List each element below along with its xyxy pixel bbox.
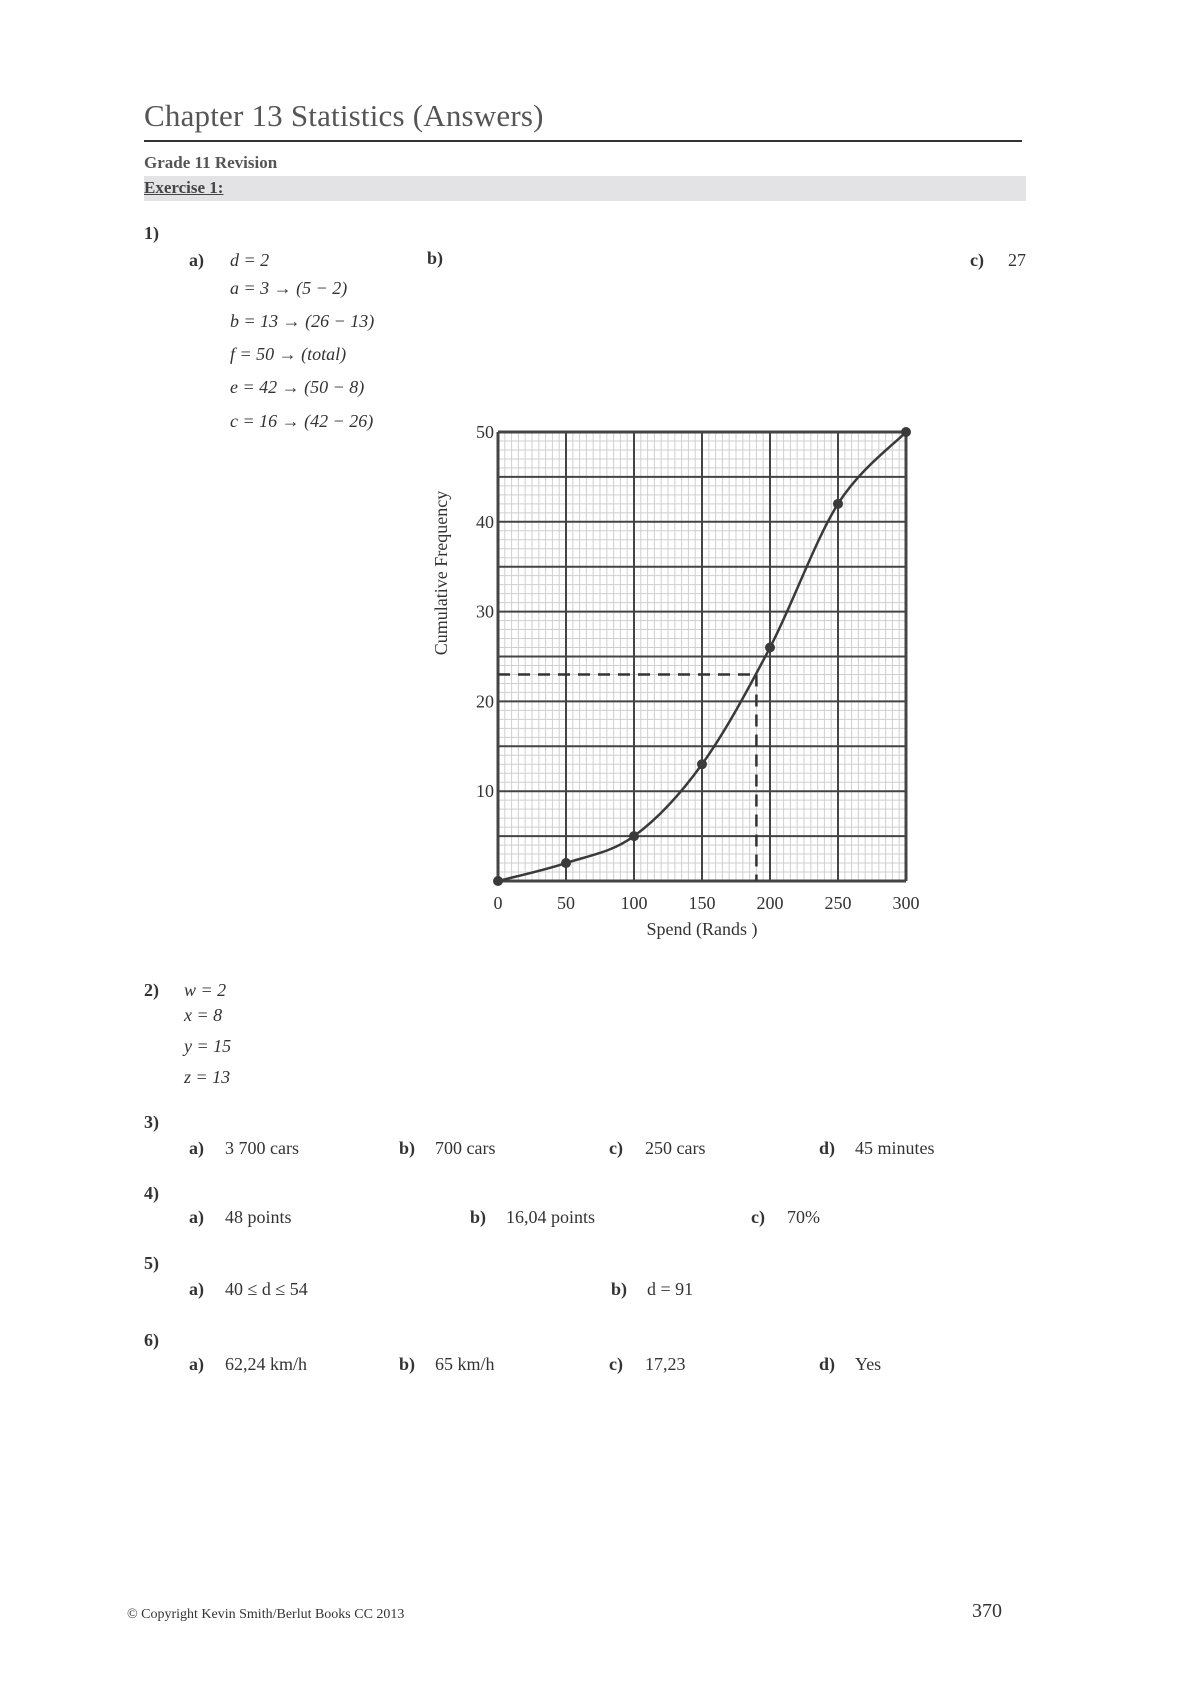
x-tick-label: 250 (824, 893, 852, 913)
page-number: 370 (972, 1600, 1002, 1622)
answer-line: y = 15 (184, 1036, 232, 1056)
answer-value: 48 points (225, 1207, 292, 1227)
answer-value: 27 (1008, 250, 1026, 270)
x-tick-label: 50 (557, 893, 575, 913)
data-point (493, 876, 503, 886)
answer-line: a = 3 → (5 − 2) (230, 278, 348, 298)
section-heading: Grade 11 Revision (144, 153, 278, 172)
answer-value: 40 ≤ d ≤ 54 (225, 1279, 308, 1299)
answer-line: b = 13 → (26 − 13) (230, 311, 375, 331)
part-label: a) (189, 250, 204, 270)
question-number: 5) (144, 1253, 159, 1273)
answer-value: 17,23 (645, 1354, 686, 1374)
x-tick-label: 150 (688, 893, 716, 913)
answer-value: 3 700 cars (225, 1138, 299, 1158)
question-number: 4) (144, 1183, 159, 1203)
question-number: 3) (144, 1112, 159, 1132)
part-label: d) (819, 1354, 836, 1374)
y-tick-label: 40 (476, 511, 494, 532)
data-point (765, 643, 775, 653)
part-label: a) (189, 1354, 204, 1374)
answer-line: f = 50 → (total) (230, 344, 347, 364)
data-point (833, 499, 843, 509)
answer-value: 16,04 points (506, 1207, 596, 1227)
answer-value: d = 91 (647, 1279, 694, 1299)
exercise-heading: Exercise 1: (144, 178, 224, 197)
x-tick-label: 100 (620, 893, 648, 913)
part-label: b) (427, 248, 444, 268)
part-label: b) (399, 1354, 416, 1374)
answer-value: 65 km/h (435, 1354, 495, 1374)
y-axis-label: Cumulative Frequency (431, 490, 451, 656)
copyright: © Copyright Kevin Smith/Berlut Books CC 2013 (127, 1607, 405, 1622)
answer-line: c = 16 → (42 − 26) (230, 411, 374, 431)
question-number: 1) (144, 223, 159, 243)
y-tick-label: 10 (476, 781, 494, 802)
data-point (901, 427, 911, 437)
answer-value: 250 cars (645, 1138, 706, 1158)
part-label: b) (470, 1207, 487, 1227)
x-axis-label: Spend (Rands ) (646, 919, 758, 939)
y-tick-label: 20 (476, 691, 494, 712)
answer-line: w = 2 (184, 980, 227, 1000)
part-label: a) (189, 1279, 204, 1299)
answer-value: 700 cars (435, 1138, 496, 1158)
y-tick-label: 30 (476, 601, 494, 622)
part-label: b) (399, 1138, 416, 1158)
answer-value: 62,24 km/h (225, 1354, 308, 1374)
part-label: c) (970, 250, 984, 270)
part-label: a) (189, 1138, 204, 1158)
y-tick-label: 50 (476, 422, 494, 442)
part-label: c) (751, 1207, 765, 1227)
question-number: 6) (144, 1330, 159, 1350)
answer-line: e = 42 → (50 − 8) (230, 377, 365, 397)
x-tick-label: 300 (892, 893, 920, 913)
answer-value: Yes (855, 1354, 882, 1374)
question-number: 2) (144, 980, 159, 1000)
answer-line: x = 8 (184, 1005, 223, 1025)
part-label: d) (819, 1138, 836, 1158)
part-label: c) (609, 1138, 623, 1158)
x-tick-label: 200 (756, 893, 784, 913)
part-label: b) (611, 1279, 628, 1299)
page-title: Chapter 13 Statistics (Answers) (144, 98, 544, 133)
answer-value: 70% (787, 1207, 820, 1227)
answer-value: 45 minutes (855, 1138, 935, 1158)
x-tick-label: 0 (493, 893, 503, 913)
data-point (697, 759, 707, 769)
part-label: c) (609, 1354, 623, 1374)
part-label: a) (189, 1207, 204, 1227)
data-point (629, 831, 639, 841)
answer-line: d = 2 (230, 250, 270, 270)
data-point (561, 858, 571, 868)
answer-line: z = 13 (184, 1067, 231, 1087)
